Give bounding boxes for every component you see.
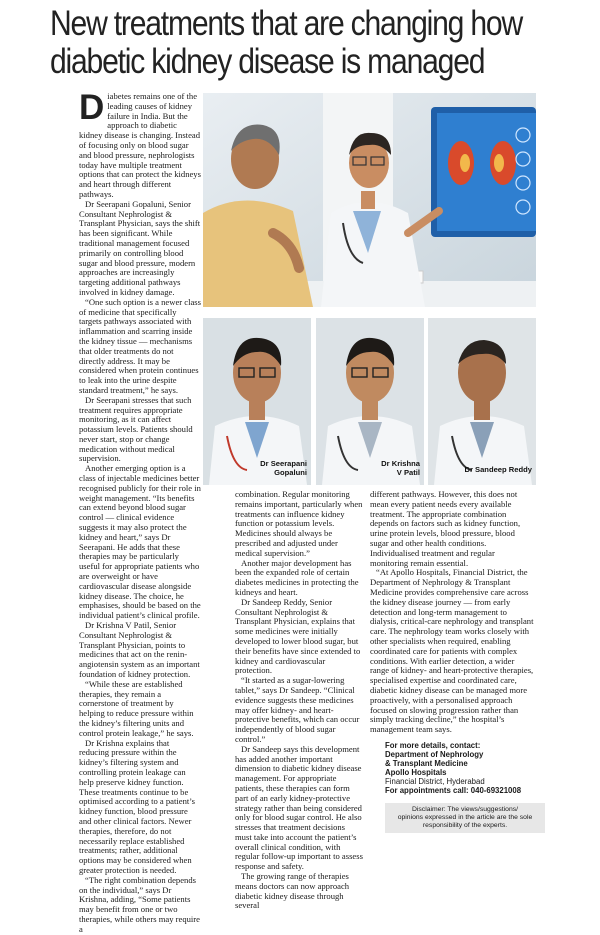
article-paragraph: Dr Krishna explains that reducing pressure within the kidney’s filtering system and controlling protein leakage can help preserve kidney function. These treatments continue to be optimised according to a patient’s kidney function, blood pressure and other clinical factors. Newer therapies, therefore, do not necessarily replace established treatments; rather, additional options may be considered when greater protection is needed. xyxy=(79,737,195,875)
article-paragraph: Diabetes remains one of the leading causes of kidney failure in India. But the approach to diabetic kidney disease is changing. Instead of focusing only on blood sugar and blood pressure, nephrologists today have multiple treatment options that can protect the kidneys and heart through different pathways. xyxy=(79,88,201,199)
hospital-name: Apollo Hospitals xyxy=(385,768,447,777)
article-paragraph: Dr Sandeep Reddy, Senior Consultant Nephrologist & Transplant Physician, explains that some medicines were initially developed to lower blood sugar, but their benefits have since extended to kidney and cardiovascular protection. xyxy=(235,596,361,676)
contact-label: For more details, contact: xyxy=(385,741,481,750)
appointment-phone[interactable]: For appointments call: 040-69321008 xyxy=(385,786,522,795)
article-paragraph: Dr Seerapani stresses that such treatment requires appropriate monitoring, as it can affect potassium levels. Patients should never start, stop or change medication without medical supervision. xyxy=(79,394,193,464)
department-name: Department of Nephrology xyxy=(385,750,484,759)
department-name-continued: & Transplant Medicine xyxy=(385,759,468,768)
article-paragraph: Dr Krishna V Patil, Senior Consultant Nephrologist & Transplant Physician, points to medicines that act on the renin-angiotensin system as an important foundation of kidney protection. xyxy=(79,620,200,680)
drop-cap: D xyxy=(79,88,105,127)
article-paragraph: “While these are established therapies, they remain a cornerstone of treatment by helping to reduce pressure within the kidney’s filtering units and control protein leakage,” he says. xyxy=(79,678,194,738)
article-paragraph: Dr Sandeep says this development has added another important dimension to diabetic kidney disease management. For appropriate patients, these therapies can form part of an early kidney-protective strategy rather than being considered only for blood sugar control. He also stresses that treatment decisions must take into account the patient’s overall clinical condition, with regular follow-up important to assess response and safety. xyxy=(235,743,363,872)
headline-line-1: New treatments that are changing how xyxy=(50,4,522,43)
caption-dr-krishna: Dr Krishna V Patil xyxy=(381,459,420,477)
hero-photo-doctor-consultation xyxy=(203,93,536,307)
article-paragraph: Another emerging option is a class of injectable medicines better recognised publicly for their role in weight management. “Its benefits can extend beyond blood sugar control — clinical evidence suggests it may also protect the kidney and heart,” says Dr Seerapani. He adds that these therapies may be particularly useful for appropriate patients who are overweight or have cardiovascular disease alongside kidney disease. The choice, he emphasises, should be based on the individual patient’s clinical profile. xyxy=(79,463,201,621)
hospital-location: Financial District, Hyderabad xyxy=(385,777,485,786)
doctor-portrait xyxy=(428,318,536,485)
portrait-dr-sandeep-reddy xyxy=(428,318,536,485)
article-paragraph: “One such option is a newer class of medicine that specifically targets pathways associated with inflammation and scarring inside the kidney tissue — mechanisms that older treatments do not directly address. It may be considered when protein continues to leak into the urine despite standard treatment,” he says. xyxy=(79,296,201,395)
article-paragraph: Dr Seerapani Gopaluni, Senior Consultant Nephrologist & Transplant Physician, says the shift has been significant. While traditional management focused primarily on controlling blood sugar and blood pressure, modern approaches are increasingly targeting additional pathways involved in kidney damage. xyxy=(79,198,201,297)
article-column-2 xyxy=(235,489,363,911)
disclaimer-box: Disclaimer: The views/suggestions/ opinions expressed in the article are the sole responsibility of the experts. xyxy=(385,803,545,833)
consultation-illustration xyxy=(203,93,536,307)
article-column-3 xyxy=(370,490,535,735)
article-paragraph: combination. Regular monitoring remains important, particularly when treatments can influence kidney function or potassium levels. Medicines should always be prescribed and adjusted under medical supervision.” xyxy=(235,489,363,558)
article-paragraph: “The right combination depends on the individual,” says Dr Krishna, adding, “Some patients may benefit from one or two therapies, while others may require a xyxy=(79,874,200,934)
article-paragraph: The growing range of therapies means doctors can now approach diabetic kidney disease through several xyxy=(235,871,350,911)
article-paragraph: different pathways. However, this does not mean every patient needs every available treatment. The appropriate combination depends on factors such as kidney function, urine protein levels, blood pressure, blood sugar and other health conditions. Individualised treatment and regular monitoring remain essential. xyxy=(370,489,521,568)
caption-dr-sandeep: Dr Sandeep Reddy xyxy=(464,465,532,474)
article-paragraph: “At Apollo Hospitals, Financial District, the Department of Nephrology & Transplant Medicine provides comprehensive care across the kidney disease journey — from early detection and long-term management to dialysis, critical-care nephrology and transplant care. The nephrology team works closely with other specialists when required, enabling coordinated care for patients with complex conditions. With earlier detection, a wider range of kidney- and heart-protective therapies, specialised expertise and coordinated care, diabetic kidney disease can be managed more proactively, with a personalised approach focused on slowing progression rather than simply tracking decline,” the hospital’s management team says. xyxy=(370,567,534,735)
headline xyxy=(50,4,522,81)
article-paragraph: “It started as a sugar-lowering tablet,” says Dr Sandeep. “Clinical evidence suggests these medicines may offer kidney- and heart-protective benefits, which can occur independently of blood sugar control.” xyxy=(235,675,360,744)
caption-dr-seerapani: Dr Seerapani Gopaluni xyxy=(260,459,307,477)
contact-details xyxy=(385,741,545,795)
headline-line-2: diabetic kidney disease is managed xyxy=(50,42,485,81)
article-paragraph: Another major development has been the expanded role of certain diabetes medicines in protecting the kidneys and heart. xyxy=(235,557,359,597)
article-column-1 xyxy=(79,88,201,934)
